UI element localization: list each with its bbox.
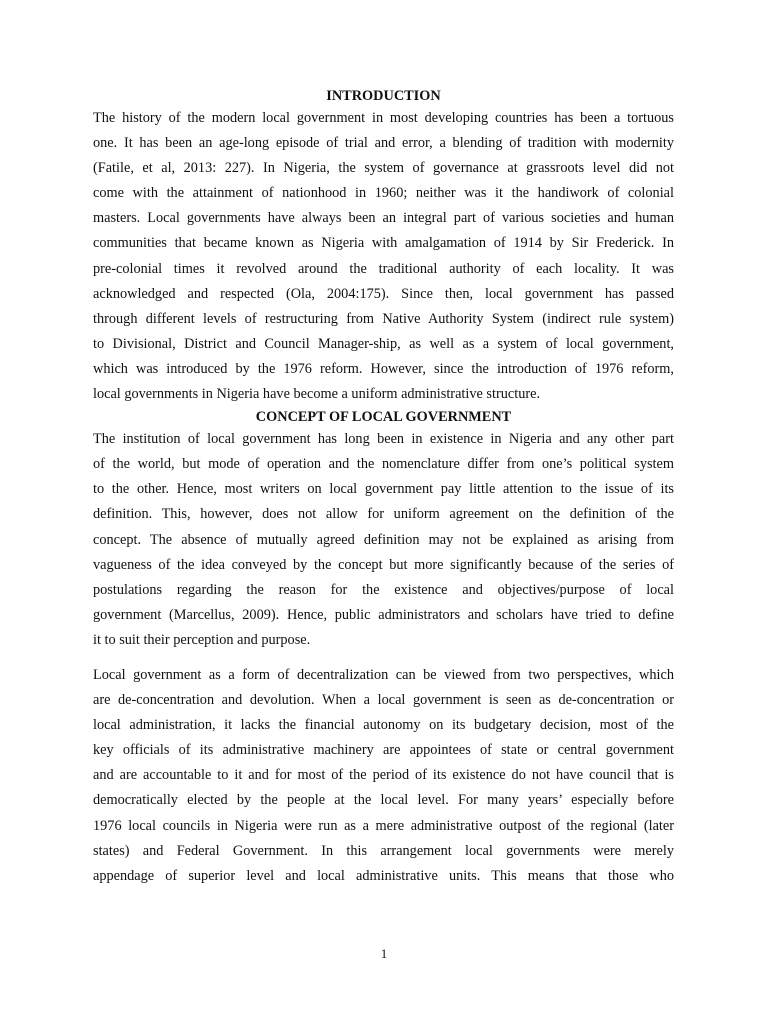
paragraph-spacer <box>93 653 674 663</box>
introduction-paragraph <box>93 106 674 407</box>
paragraph-line: concept. The absence of mutually agreed definition may not be explained as arising from <box>93 531 674 548</box>
paragraph-line: postulations regarding the reason for the existence and objectives/purpose of local <box>93 581 674 598</box>
paragraph-line: masters. Local governments have always been an integral part of various societies and human <box>93 210 674 227</box>
paragraph-line: to Divisional, District and Council Manager-ship, as well as a system of local government, <box>93 335 674 352</box>
paragraph-line: it to suit their perception and purpose. <box>93 631 311 648</box>
paragraph-line: are de-concentration and devolution. When a local government is seen as de-concentration or <box>93 692 674 709</box>
paragraph-line: acknowledged and respected (Ola, 2004:175). Since then, local government has passed <box>93 285 674 302</box>
paragraph-line: come with the attainment of nationhood in 1960; neither was it the handiwork of colonial <box>93 185 674 202</box>
paragraph-line: local administration, it lacks the financial autonomy on its budgetary decision, most of the <box>93 717 674 734</box>
paragraph-line: key officials of its administrative machinery are appointees of state or central government <box>93 742 674 759</box>
paragraph-line: appendage of superior level and local administrative units. This means that those who <box>93 867 674 884</box>
introduction-heading: INTRODUCTION <box>326 88 441 104</box>
paragraph-line: and are accountable to it and for most of the period of its existence do not have council that is <box>93 767 674 784</box>
paragraph-line: which was introduced by the 1976 reform. However, since the introduction of 1976 reform, <box>93 360 674 377</box>
paragraph-line: 1976 local councils in Nigeria were run as a mere administrative outpost of the regional (later <box>93 817 674 834</box>
paragraph-line: (Fatile, et al, 2013: 227). In Nigeria, the system of governance at grassroots level did not <box>93 160 674 177</box>
paragraph-line: Local government as a form of decentralization can be viewed from two perspectives, which <box>93 666 674 683</box>
paragraph-line: one. It has been an age-long episode of trial and error, a blending of tradition with modernity <box>93 135 674 152</box>
paragraph-line: vagueness of the idea conveyed by the concept but more significantly because of the series of <box>93 556 674 573</box>
paragraph-line: government (Marcellus, 2009). Hence, public administrators and scholars have tried to define <box>93 606 674 623</box>
paragraph-line: of the world, but mode of operation and the nomenclature differ from one’s political system <box>93 456 674 473</box>
page-number: 1 <box>380 946 388 961</box>
paragraph-line: through different levels of restructuring from Native Authority System (indirect rule system) <box>93 310 674 327</box>
paragraph-line: local governments in Nigeria have become a uniform administrative structure. <box>93 386 541 403</box>
paragraph-line: to the other. Hence, most writers on local government pay little attention to the issue of its <box>93 481 674 498</box>
paragraph-line: communities that became known as Nigeria with amalgamation of 1914 by Sir Frederick. In <box>93 235 674 252</box>
paragraph-line: definition. This, however, does not allow for uniform agreement on the definition of the <box>93 506 674 523</box>
paragraph-line: The history of the modern local government in most developing countries has been a tortuous <box>93 110 674 126</box>
paragraph-line: pre-colonial times it revolved around the traditional authority of each locality. It was <box>93 260 674 277</box>
paragraph-line: The institution of local government has long been in existence in Nigeria and any other part <box>93 431 674 448</box>
paragraph-line: states) and Federal Government. In this arrangement local governments were merely <box>93 842 674 859</box>
concept-heading: CONCEPT OF LOCAL GOVERNMENT <box>255 409 512 426</box>
paragraph-line: democratically elected by the people at the local level. For many years’ especially before <box>93 792 674 809</box>
concept-paragraph <box>93 427 674 653</box>
document-content <box>93 86 674 889</box>
decentralization-paragraph <box>93 663 674 889</box>
